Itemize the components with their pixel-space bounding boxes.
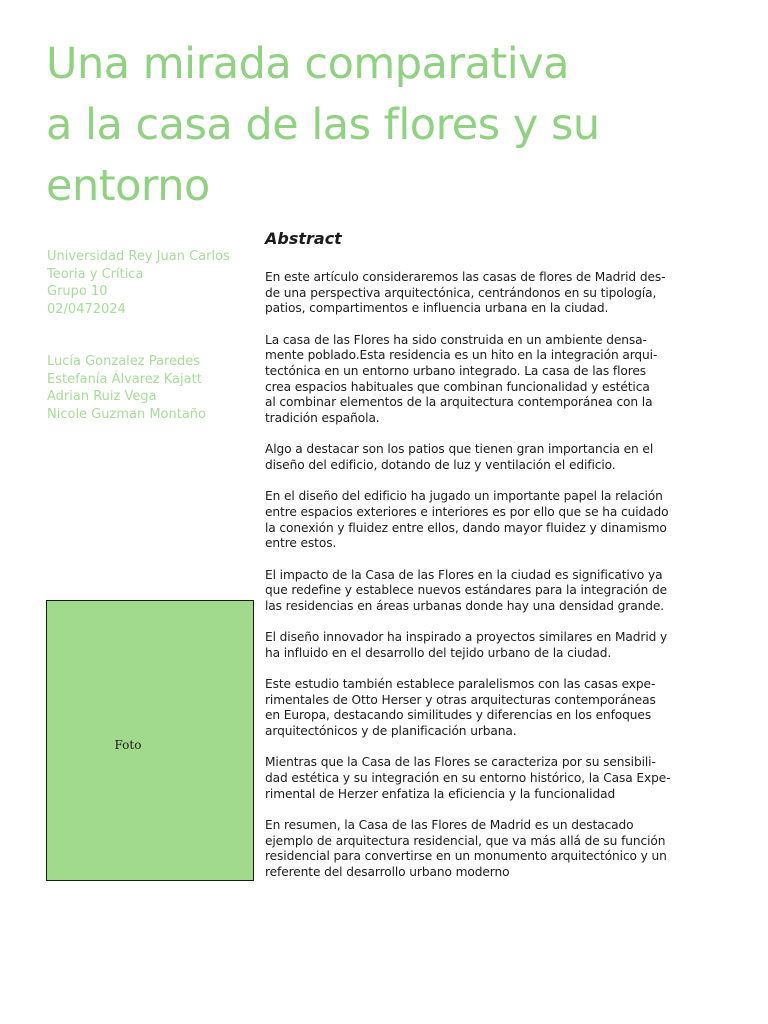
author-list: [47, 353, 262, 423]
abstract-paragraph: En resumen, la Casa de las Flores de Madrid es un destacado ejemplo de arquitectura residencial, que va más allá de su función residencial para convertirse en un monumento arquitectónico y un referente del desarrollo urbano moderno: [265, 817, 667, 880]
course-name: Teoria y Crítica: [47, 266, 144, 282]
photo-placeholder: [46, 600, 254, 881]
abstract-paragraph: En el diseño del edificio ha jugado un importante papel la relación entre espacios exteriores e interiores es por ello que se ha cuidado la conexión y fluidez entre ellos, dando mayor fluidez y dinamismo entre estos.: [265, 489, 669, 551]
abstract-paragraph: La casa de las Flores ha sido construida en un ambiente densa- mente poblado.Esta residencia es un hito en la integración arqui- tectónica en un entorno urbano integrado. La casa de las flores crea espacios habituales que combinan funcionalidad y estética al combinar elementos de la arquitectura contemporánea con la tradición española.: [265, 332, 658, 426]
abstract-paragraph: Mientras que la Casa de las Flores se caracteriza por su sensibili- dad estética y su integración en su entorno histórico, la Casa Expe- rimental de Herzer enfatiza la eficiencia y la funcionalidad: [265, 755, 671, 801]
author-name: Nicole Guzman Montaño: [47, 406, 206, 422]
group-number: Grupo 10: [47, 284, 108, 299]
author-name: Adrian Ruiz Vega: [47, 389, 157, 404]
abstract-paragraph: El diseño innovador ha inspirado a proyectos similares en Madrid y ha influido en el desarrollo del tejido urbano de la ciudad.: [265, 630, 668, 660]
abstract-paragraph: Algo a destacar son los patios que tienen gran importancia en el diseño del edificio, dotando de luz y ventilación el edificio.: [265, 442, 654, 473]
date: 02/0472024: [47, 301, 126, 317]
page-title: [46, 34, 746, 217]
title-line-1: Una mirada comparativa: [46, 39, 570, 89]
photo-label: Foto: [114, 738, 142, 752]
author-name: Lucía Gonzalez Paredes: [47, 354, 201, 369]
abstract-section: [265, 228, 735, 896]
abstract-heading: Abstract: [265, 229, 342, 248]
abstract-paragraph: El impacto de la Casa de las Flores en la ciudad es significativo ya que redefine y establece nuevos estándares para la integración de las residencias en áreas urbanas donde hay una densidad grande.: [265, 567, 668, 613]
title-line-2: a la casa de las flores y su: [46, 100, 600, 150]
author-name: Estefanía Álvarez Kajatt: [47, 371, 202, 387]
abstract-paragraph: Este estudio también establece paralelismos con las casas expe- rimentales de Otto Herser y otras arquitecturas contemporáneas en Europa, destacando similitudes y diferencias en los enfoques arquitectónicos y de planificación urbana.: [265, 677, 656, 739]
title-line-3: entorno: [46, 161, 210, 211]
university-name: Universidad Rey Juan Carlos: [47, 249, 230, 264]
institution-info: [47, 248, 262, 318]
abstract-paragraph: En este artículo consideraremos las casas de flores de Madrid des- de una perspectiva arquitectónica, centrándonos en su tipología, patios, compartimentos e influencia urbana en la ciudad.: [265, 270, 666, 316]
